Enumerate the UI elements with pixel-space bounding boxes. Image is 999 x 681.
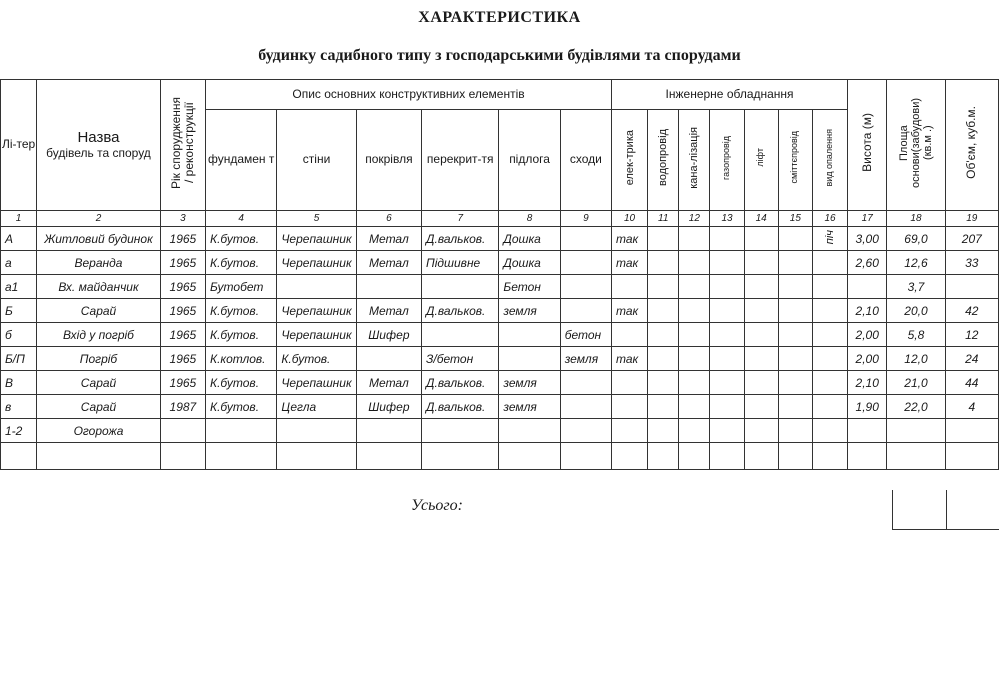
- cell-year: [160, 419, 205, 443]
- cell-floor: [499, 347, 560, 371]
- header-heating: [812, 110, 847, 211]
- column-number: 12: [679, 211, 710, 227]
- table-row: [1, 275, 999, 299]
- cell-stairs: бетон: [560, 323, 611, 347]
- header-gas: [710, 110, 744, 211]
- header-height: [848, 80, 887, 211]
- cell-electricity: [611, 323, 647, 347]
- cell-garbage: [778, 323, 812, 347]
- table-row: [1, 227, 999, 251]
- cell-foundation: К.бутов.: [206, 323, 277, 347]
- header-walls: стіни: [277, 110, 356, 211]
- cell-name: Вх. майданчик: [37, 275, 161, 299]
- header-name-main: Назва: [77, 129, 120, 147]
- cell-lift: [744, 347, 778, 371]
- cell-heating: [812, 371, 847, 395]
- cell-liter: в: [1, 395, 37, 419]
- column-number: 8: [499, 211, 560, 227]
- header-electricity: [611, 110, 647, 211]
- cell-walls: Черепашник: [277, 227, 356, 251]
- header-height-text: Висота (м): [859, 113, 874, 172]
- header-year-text: Рік спорудження / реконструкції: [168, 96, 196, 189]
- cell-liter: А: [1, 227, 37, 251]
- cell-ceiling: [422, 275, 499, 299]
- header-volume-text: Об'єм, куб.м.: [964, 106, 979, 179]
- column-number-row: [1, 211, 999, 227]
- cell-stairs: [560, 395, 611, 419]
- cell-liter: 1-2: [1, 419, 37, 443]
- cell-gas: [710, 371, 744, 395]
- cell-electricity: так: [611, 299, 647, 323]
- cell-heating: [812, 227, 847, 251]
- cell-garbage: [778, 299, 812, 323]
- header-construct-group: Опис основних конструктивних елементів: [206, 80, 612, 110]
- document-title: ХАРАКТЕРИСТИКА: [418, 9, 581, 26]
- cell-heating: [812, 251, 847, 275]
- cell-floor: [499, 419, 560, 443]
- cell-ceiling: Підшивне: [422, 251, 499, 275]
- header-year: [160, 80, 205, 211]
- cell-volume: [945, 275, 998, 299]
- cell-name: Житловий будинок: [37, 227, 161, 251]
- cell-electricity: так: [611, 251, 647, 275]
- cell-sewer: [679, 299, 710, 323]
- cell-walls: [277, 419, 356, 443]
- cell-water: [648, 395, 679, 419]
- column-number: 16: [812, 211, 847, 227]
- cell-height: 1,90: [848, 395, 887, 419]
- cell-sewer: [679, 371, 710, 395]
- cell-name: Веранда: [37, 251, 161, 275]
- cell-area: 5,8: [887, 323, 945, 347]
- column-number: 4: [206, 211, 277, 227]
- cell-floor: Бетон: [499, 275, 560, 299]
- total-divider: [946, 490, 947, 530]
- cell-walls: Черепашник: [277, 371, 356, 395]
- cell-foundation: К.бутов.: [206, 299, 277, 323]
- cell-foundation: К.бутов.: [206, 395, 277, 419]
- cell-liter: В: [1, 371, 37, 395]
- cell-garbage: [778, 251, 812, 275]
- header-name: [37, 80, 161, 211]
- cell-roof: Метал: [356, 227, 421, 251]
- cell-lift: [744, 371, 778, 395]
- cell-stairs: [560, 419, 611, 443]
- cell-electricity: так: [611, 227, 647, 251]
- column-number: 17: [848, 211, 887, 227]
- cell-roof: [356, 347, 421, 371]
- cell-area: 20,0: [887, 299, 945, 323]
- cell-volume: 42: [945, 299, 998, 323]
- table-row: [1, 299, 999, 323]
- cell-year: 1965: [160, 323, 205, 347]
- cell-electricity: [611, 371, 647, 395]
- cell-gas: [710, 419, 744, 443]
- header-volume: [945, 80, 998, 211]
- cell-floor: Дошка: [499, 227, 560, 251]
- cell-foundation: К.бутов.: [206, 251, 277, 275]
- cell-height: 2,00: [848, 323, 887, 347]
- cell-stairs: [560, 227, 611, 251]
- header-engineering-group: Інженерне обладнання: [611, 80, 847, 110]
- cell-stairs: [560, 275, 611, 299]
- cell-lift: [744, 299, 778, 323]
- cell-volume: 44: [945, 371, 998, 395]
- cell-walls: Черепашник: [277, 323, 356, 347]
- cell-sewer: [679, 227, 710, 251]
- header-heating-text: вид опалення: [824, 128, 835, 187]
- cell-volume: [945, 419, 998, 443]
- cell-roof: Метал: [356, 251, 421, 275]
- cell-year: 1987: [160, 395, 205, 419]
- cell-electricity: так: [611, 347, 647, 371]
- cell-roof: [356, 419, 421, 443]
- cell-height: 2,10: [848, 299, 887, 323]
- column-number: 19: [945, 211, 998, 227]
- cell-liter: а: [1, 251, 37, 275]
- cell-name: Сарай: [37, 371, 161, 395]
- cell-volume: 207: [945, 227, 998, 251]
- cell-garbage: [778, 419, 812, 443]
- cell-heating: [812, 419, 847, 443]
- cell-walls: Цегла: [277, 395, 356, 419]
- cell-height: 2,00: [848, 347, 887, 371]
- cell-height: [848, 275, 887, 299]
- cell-gas: [710, 275, 744, 299]
- column-number: 9: [560, 211, 611, 227]
- table-row: [1, 419, 999, 443]
- cell-liter: Б: [1, 299, 37, 323]
- cell-roof: Метал: [356, 299, 421, 323]
- column-number: 14: [744, 211, 778, 227]
- header-liter: Лі-тер: [1, 80, 37, 211]
- cell-floor: [499, 323, 560, 347]
- header-lift-text: ліфт: [755, 148, 766, 167]
- cell-name: Сарай: [37, 299, 161, 323]
- table-row: [1, 347, 999, 371]
- cell-sewer: [679, 395, 710, 419]
- header-foundation: фундамен т: [206, 110, 277, 211]
- cell-ceiling: Д.вальков.: [422, 227, 499, 251]
- header-area: [887, 80, 945, 211]
- cell-electricity: [611, 275, 647, 299]
- header-water: [648, 110, 679, 211]
- header-area-text: Площа основи(забудови)(кв.м .): [897, 97, 935, 188]
- header-water-text: водопровід: [657, 128, 670, 187]
- cell-year: 1965: [160, 347, 205, 371]
- cell-height: 2,60: [848, 251, 887, 275]
- cell-volume: 12: [945, 323, 998, 347]
- cell-garbage: [778, 275, 812, 299]
- cell-foundation: К.бутов.: [206, 227, 277, 251]
- cell-heating: [812, 347, 847, 371]
- cell-area: 69,0: [887, 227, 945, 251]
- cell-year: 1965: [160, 371, 205, 395]
- cell-water: [648, 323, 679, 347]
- cell-liter: б: [1, 323, 37, 347]
- column-number: 2: [37, 211, 161, 227]
- cell-heating: [812, 395, 847, 419]
- cell-stairs: [560, 251, 611, 275]
- cell-height: [848, 419, 887, 443]
- column-number: 5: [277, 211, 356, 227]
- cell-floor: земля: [499, 299, 560, 323]
- cell-roof: Метал: [356, 371, 421, 395]
- header-garbage-text: сміттєпровід: [789, 131, 800, 184]
- table-body: [1, 227, 999, 443]
- header-name-sub: будівель та споруд: [46, 145, 151, 160]
- cell-area: 12,6: [887, 251, 945, 275]
- cell-volume: 4: [945, 395, 998, 419]
- cell-electricity: [611, 419, 647, 443]
- cell-area: 12,0: [887, 347, 945, 371]
- cell-gas: [710, 299, 744, 323]
- cell-sewer: [679, 347, 710, 371]
- cell-foundation: Бутобет: [206, 275, 277, 299]
- cell-liter: а1: [1, 275, 37, 299]
- cell-gas: [710, 251, 744, 275]
- cell-height: 2,10: [848, 371, 887, 395]
- cell-floor: Дошка: [499, 251, 560, 275]
- cell-roof: Шифер: [356, 323, 421, 347]
- header-floor: підлога: [499, 110, 560, 211]
- column-number: 6: [356, 211, 421, 227]
- column-number: 18: [887, 211, 945, 227]
- cell-floor: земля: [499, 371, 560, 395]
- cell-foundation: К.бутов.: [206, 371, 277, 395]
- cell-water: [648, 299, 679, 323]
- cell-area: 3,7: [887, 275, 945, 299]
- cell-ceiling: [422, 323, 499, 347]
- column-number: 3: [160, 211, 205, 227]
- cell-lift: [744, 395, 778, 419]
- cell-year: 1965: [160, 299, 205, 323]
- header-sewer: [679, 110, 710, 211]
- cell-water: [648, 275, 679, 299]
- table-row: [1, 395, 999, 419]
- cell-garbage: [778, 227, 812, 251]
- cell-liter: Б/П: [1, 347, 37, 371]
- cell-water: [648, 227, 679, 251]
- cell-sewer: [679, 419, 710, 443]
- cell-height: 3,00: [848, 227, 887, 251]
- cell-water: [648, 347, 679, 371]
- cell-name: Огорожа: [37, 419, 161, 443]
- header-stairs: сходи: [560, 110, 611, 211]
- cell-roof: Шифер: [356, 395, 421, 419]
- document-subtitle: будинку садибного типу з господарськими будівлями та спорудами: [258, 47, 741, 64]
- header-lift: [744, 110, 778, 211]
- cell-gas: [710, 347, 744, 371]
- cell-volume: 33: [945, 251, 998, 275]
- cell-year: 1965: [160, 227, 205, 251]
- cell-roof: [356, 275, 421, 299]
- cell-electricity: [611, 395, 647, 419]
- cell-gas: [710, 323, 744, 347]
- cell-year: 1965: [160, 251, 205, 275]
- cell-area: [887, 419, 945, 443]
- cell-lift: [744, 419, 778, 443]
- cell-sewer: [679, 251, 710, 275]
- total-underline: [892, 529, 999, 530]
- cell-foundation: К.котлов.: [206, 347, 277, 371]
- table-row-blank: [1, 443, 999, 470]
- header-electricity-text: елек-трика: [623, 129, 636, 186]
- cell-walls: Черепашник: [277, 251, 356, 275]
- cell-ceiling: Д.вальков.: [422, 395, 499, 419]
- cell-heating: [812, 275, 847, 299]
- cell-garbage: [778, 395, 812, 419]
- cell-foundation: [206, 419, 277, 443]
- cell-stairs: [560, 371, 611, 395]
- table-row: [1, 371, 999, 395]
- column-number: 1: [1, 211, 37, 227]
- cell-walls: К.бутов.: [277, 347, 356, 371]
- total-divider: [892, 490, 893, 530]
- cell-ceiling: [422, 419, 499, 443]
- cell-ceiling: Д.вальков.: [422, 371, 499, 395]
- header-roof: покрівля: [356, 110, 421, 211]
- column-number: 10: [611, 211, 647, 227]
- cell-sewer: [679, 323, 710, 347]
- cell-name: Сарай: [37, 395, 161, 419]
- cell-garbage: [778, 347, 812, 371]
- cell-heating: [812, 299, 847, 323]
- header-sewer-text: кана-лізація: [688, 126, 701, 189]
- table-row: [1, 323, 999, 347]
- header-ceiling: перекрит-тя: [422, 110, 499, 211]
- cell-volume: 24: [945, 347, 998, 371]
- cell-stairs: земля: [560, 347, 611, 371]
- cell-water: [648, 419, 679, 443]
- cell-gas: [710, 395, 744, 419]
- cell-lift: [744, 323, 778, 347]
- cell-heating-text: піч: [823, 229, 836, 245]
- cell-lift: [744, 275, 778, 299]
- cell-area: 22,0: [887, 395, 945, 419]
- cell-stairs: [560, 299, 611, 323]
- cell-gas: [710, 227, 744, 251]
- cell-garbage: [778, 371, 812, 395]
- cell-water: [648, 371, 679, 395]
- column-number: 15: [778, 211, 812, 227]
- cell-lift: [744, 227, 778, 251]
- cell-area: 21,0: [887, 371, 945, 395]
- cell-year: 1965: [160, 275, 205, 299]
- cell-walls: Черепашник: [277, 299, 356, 323]
- characteristics-table: [0, 79, 999, 470]
- cell-ceiling: Д.вальков.: [422, 299, 499, 323]
- total-label: Усього:: [411, 497, 463, 514]
- cell-heating: [812, 323, 847, 347]
- header-gas-text: газопровід: [721, 135, 732, 180]
- cell-walls: [277, 275, 356, 299]
- header-garbage: [778, 110, 812, 211]
- column-number: 11: [648, 211, 679, 227]
- cell-sewer: [679, 275, 710, 299]
- cell-water: [648, 251, 679, 275]
- cell-floor: земля: [499, 395, 560, 419]
- column-number: 7: [422, 211, 499, 227]
- cell-name: Вхід у погріб: [37, 323, 161, 347]
- cell-name: Погріб: [37, 347, 161, 371]
- cell-lift: [744, 251, 778, 275]
- table-row: [1, 251, 999, 275]
- column-number: 13: [710, 211, 744, 227]
- cell-ceiling: З/бетон: [422, 347, 499, 371]
